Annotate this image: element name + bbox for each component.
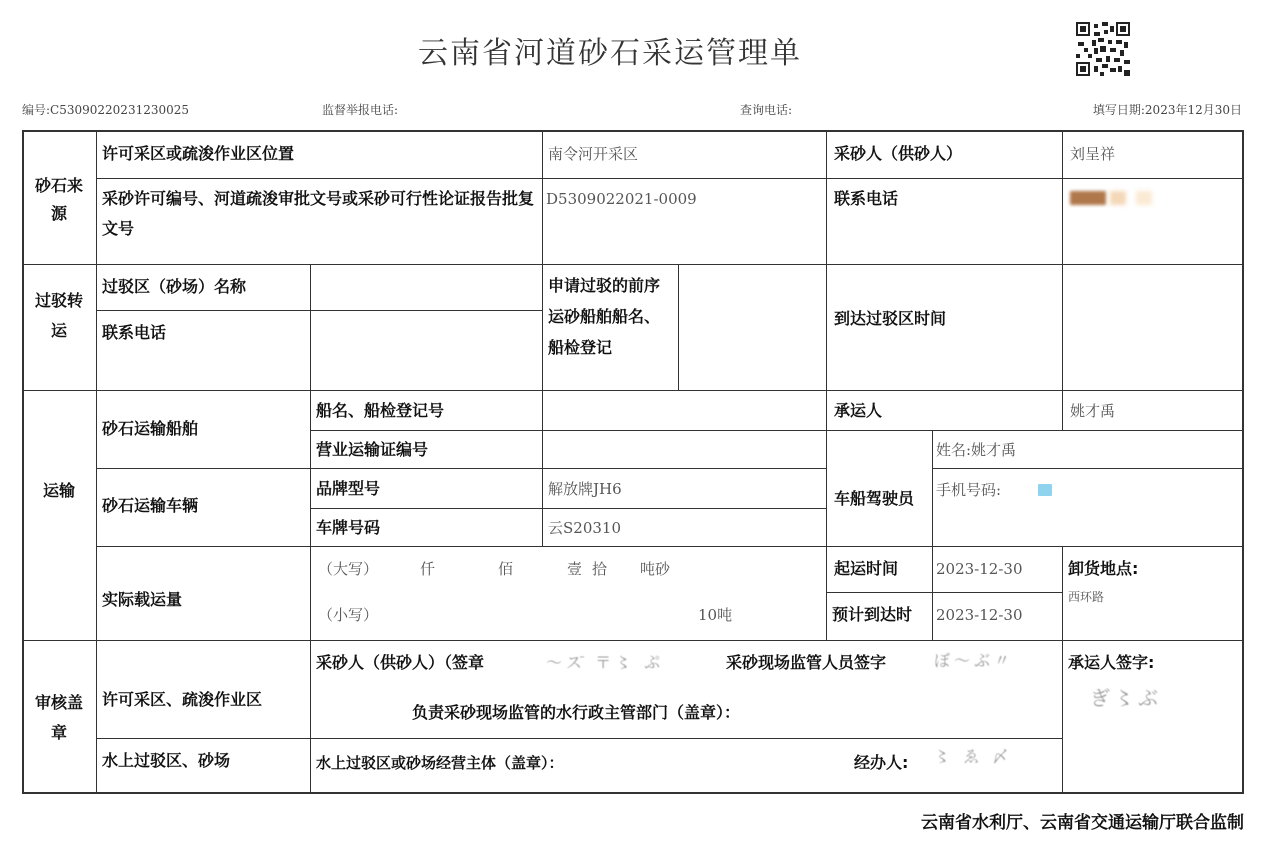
section-audit: 审核盖章 <box>34 693 83 742</box>
redacted-driver-phone <box>1038 484 1052 496</box>
grid-line <box>22 390 1244 391</box>
upper-digit: 佰 <box>498 560 514 578</box>
driver-name: 姓名:姚才禹 <box>936 441 1017 459</box>
collector-signature: 〜ス̄ 〒〻 ぷ <box>546 653 665 672</box>
grid-line <box>310 264 311 390</box>
grid-line <box>22 130 24 794</box>
grid-line <box>932 430 933 546</box>
grid-line <box>1062 546 1063 640</box>
grid-line <box>310 508 826 509</box>
brand-label: 品牌型号 <box>316 479 381 498</box>
prev-ship-label: 申请过驳的前序运砂船舶船名、船检登记 <box>548 276 661 357</box>
upper-digit: 拾 <box>592 560 608 578</box>
grid-line <box>1062 390 1063 430</box>
grid-line <box>22 792 1244 794</box>
handler-label: 经办人: <box>854 753 909 772</box>
redacted-phone <box>1136 191 1152 205</box>
grid-line <box>678 264 679 390</box>
ship-name-label: 船名、船检登记号 <box>316 401 445 420</box>
grid-line <box>826 592 1062 593</box>
grid-line <box>310 430 826 431</box>
eta-value: 2023-12-30 <box>936 606 1023 624</box>
inquiry-phone: 查询电话: <box>740 103 793 117</box>
yard-label: 水上过驳区、砂场 <box>102 751 231 770</box>
source-phone-label: 联系电话 <box>834 189 899 208</box>
grid-line <box>22 640 1244 641</box>
grid-line <box>96 130 97 794</box>
lower-tag: （小写） <box>318 606 379 624</box>
redacted-phone <box>1070 191 1106 205</box>
grid-line <box>96 468 826 469</box>
depart-label: 起运时间 <box>834 559 899 578</box>
load-label: 实际载运量 <box>102 590 183 609</box>
upper-digit: 吨砂 <box>640 560 671 578</box>
yard-name-label: 过驳区（砂场）名称 <box>102 277 247 296</box>
upper-tag: （大写） <box>318 560 379 578</box>
dept-seal-label: 负责采砂现场监管的水行政主管部门（盖章）： <box>412 703 741 722</box>
grid-line <box>826 130 827 640</box>
grid-line <box>22 130 1244 132</box>
location-label: 许可采区或疏浚作业区位置 <box>102 144 295 163</box>
grid-line <box>1062 640 1063 794</box>
grid-line <box>310 546 311 640</box>
vehicle-label: 砂石运输车辆 <box>102 496 199 515</box>
permit-value: D5309022021-0009 <box>546 190 697 208</box>
redacted-phone <box>1110 191 1126 205</box>
driver-phone: 手机号码: <box>936 481 1002 499</box>
carrier-label: 承运人 <box>834 401 883 420</box>
grid-line <box>96 546 1244 547</box>
depart-value: 2023-12-30 <box>936 560 1023 578</box>
plate-label: 车牌号码 <box>316 518 381 537</box>
collector-value: 刘呈祥 <box>1070 145 1116 163</box>
carrier-value: 姚才禹 <box>1070 402 1116 420</box>
collector-label: 采砂人（供砂人） <box>834 144 963 163</box>
transfer-phone-label: 联系电话 <box>102 323 167 342</box>
ship-label: 砂石运输船舶 <box>102 419 199 438</box>
driver-label: 车船驾驶员 <box>834 489 915 508</box>
grid-line <box>826 430 1244 431</box>
grid-line <box>96 178 1244 179</box>
qr-code-icon <box>1076 22 1130 76</box>
upper-digit: 壹 <box>567 560 583 578</box>
supervisor-sign-label: 采砂现场监管人员签字 <box>726 653 887 672</box>
grid-line <box>22 264 1244 265</box>
location-value: 南令河开采区 <box>548 145 639 163</box>
grid-line <box>932 546 933 640</box>
upper-digit: 仟 <box>420 560 436 578</box>
fill-date: 填写日期:2023年12月30日 <box>1092 103 1242 117</box>
carrier-sign-label: 承运人签字: <box>1068 653 1155 672</box>
unload-label: 卸货地点: <box>1068 559 1139 578</box>
plate-value: 云S20310 <box>548 519 621 537</box>
yard-entity-label: 水上过驳区或砂场经营主体（盖章）： <box>316 754 564 772</box>
lower-value: 10吨 <box>698 606 733 624</box>
section-transport: 运输 <box>42 481 75 500</box>
grid-line <box>96 738 1062 739</box>
arrive-time-label: 到达过驳区时间 <box>834 309 947 328</box>
unload-value: 西环路 <box>1068 590 1105 604</box>
collector-sign-label: 采砂人（供砂人）（签章 <box>316 653 485 672</box>
handler-signature: 〻 ゑ 〆 <box>934 747 1013 766</box>
brand-value: 解放牌JH6 <box>548 480 622 498</box>
area-label: 许可采区、疏浚作业区 <box>102 690 263 709</box>
license-label: 营业运输证编号 <box>316 440 429 459</box>
document-title: 云南省河道砂石采运管理单 <box>418 36 802 71</box>
eta-label: 预计到达时 <box>832 605 913 624</box>
report-phone: 监督举报电话: <box>322 103 399 117</box>
serial-number: 编号:C53090220231230025 <box>22 103 190 117</box>
permit-label: 采砂许可编号、河道疏浚审批文号或采砂可行性论证报告批复文号 <box>102 189 535 238</box>
grid-line <box>542 390 543 546</box>
section-source: 砂石来源 <box>34 176 83 223</box>
grid-line <box>542 130 543 390</box>
grid-line <box>310 640 311 794</box>
supervisor-signature: ぼ〜ぶ〃 <box>934 651 1015 670</box>
carrier-signature: ぎ〻ぶ <box>1090 686 1162 710</box>
grid-line <box>310 390 311 546</box>
grid-line <box>1062 130 1063 430</box>
footer-issuer: 云南省水利厅、云南省交通运输厅联合监制 <box>921 813 1244 833</box>
grid-line <box>1242 130 1244 794</box>
section-transfer: 过驳转运 <box>34 291 83 340</box>
grid-line <box>932 468 1244 469</box>
grid-line <box>96 310 542 311</box>
management-form <box>22 130 1244 794</box>
